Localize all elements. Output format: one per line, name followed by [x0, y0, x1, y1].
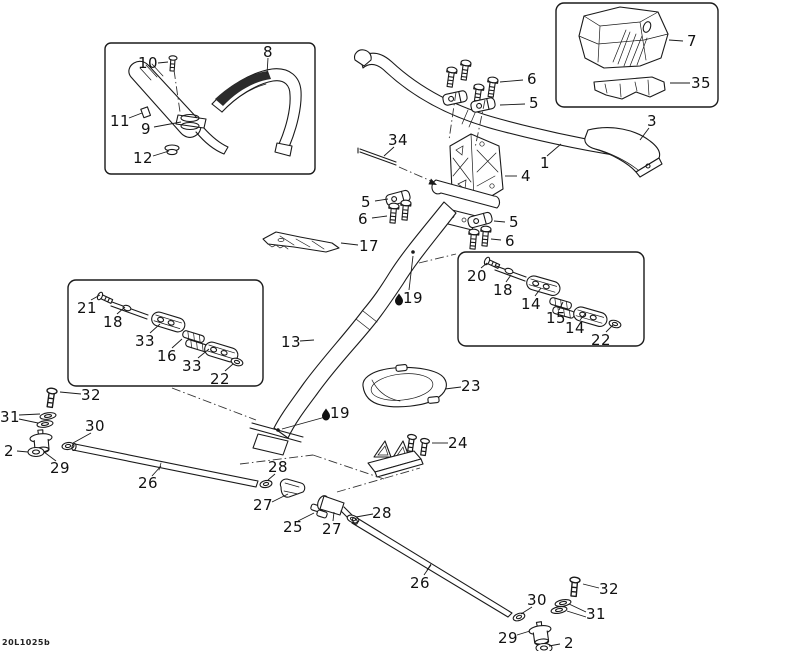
- callout-34: [384, 131, 408, 156]
- part-32-bolt: [45, 388, 58, 408]
- callout-30: [521, 591, 547, 614]
- part-12-nut: [165, 145, 179, 155]
- callout-10: [138, 54, 168, 72]
- callout-33: [182, 349, 209, 375]
- callout-number: 28: [371, 504, 393, 522]
- callout-2: [4, 442, 28, 460]
- part-24-support-bracket: [368, 434, 430, 477]
- callout-5: [494, 213, 519, 231]
- callout-number: 28: [267, 458, 289, 476]
- callout-number: 22: [590, 331, 612, 349]
- callout-7: [669, 32, 697, 50]
- part-6-bolt: [459, 60, 472, 81]
- part-14-tie-rod-end: [525, 274, 562, 297]
- callout-4: [505, 167, 531, 185]
- callout-number: 12: [132, 149, 154, 167]
- callout-16: [157, 339, 182, 365]
- callout-number: 31: [585, 605, 607, 623]
- callout-20: [467, 263, 487, 285]
- part-29-ball-joint: [528, 621, 553, 647]
- part-6-bolt: [480, 226, 492, 247]
- part-6-bolt: [486, 77, 499, 98]
- part-5-clamp: [467, 212, 493, 229]
- callout-6: [491, 232, 515, 250]
- callout-number: 20: [466, 267, 488, 285]
- callout-number: 2: [3, 442, 15, 460]
- callout-number: 25: [282, 518, 304, 536]
- callout-22: [591, 325, 613, 349]
- callout-number: 32: [598, 580, 620, 598]
- callout-12: [133, 149, 169, 167]
- callout-number: 4: [520, 167, 532, 185]
- callout-number: 16: [156, 347, 178, 365]
- callout-number: 6: [504, 232, 516, 250]
- callout-14: [521, 288, 541, 313]
- callout-number: 2: [563, 634, 575, 651]
- callout-number: 6: [357, 210, 369, 228]
- callout-21: [77, 295, 100, 317]
- callout-27: [253, 494, 288, 514]
- callout-29: [498, 629, 530, 647]
- droplet-icon: [395, 294, 403, 306]
- callout-6: [500, 70, 537, 88]
- callout-number: 24: [447, 434, 469, 452]
- callout-number: 21: [76, 299, 98, 317]
- callout-5: [500, 94, 539, 112]
- steering-column-group: [250, 202, 456, 455]
- callout-26: [138, 466, 161, 492]
- part-2-nut: [536, 644, 552, 651]
- part-31-washer: [551, 605, 568, 614]
- part-6-bolt: [468, 229, 480, 250]
- callout-number: 29: [49, 459, 71, 477]
- part-31-washer: [37, 420, 54, 429]
- callout-30: [73, 417, 105, 443]
- callout-29: [44, 452, 70, 477]
- callout-number: 30: [84, 417, 106, 435]
- callout-28: [356, 504, 392, 522]
- part-23-pan: [363, 364, 446, 406]
- callout-number: 19: [402, 289, 424, 307]
- callout-number: 10: [137, 54, 159, 72]
- callout-number: 15: [545, 309, 567, 327]
- inset-tie-rod-left: [68, 280, 263, 386]
- part-10-bolt: [168, 56, 177, 72]
- callout-number: 33: [134, 332, 156, 350]
- callout-number: 32: [80, 386, 102, 404]
- callout-32: [60, 386, 101, 404]
- callout-number: 27: [321, 520, 343, 538]
- callout-number: 5: [508, 213, 520, 231]
- callout-23: [445, 377, 481, 395]
- callout-31: [567, 604, 606, 623]
- callout-number: 22: [209, 370, 231, 388]
- callout-28: [268, 458, 288, 480]
- callout-number: 18: [102, 313, 124, 331]
- droplet-icon: [322, 409, 330, 421]
- callout-6: [358, 210, 387, 228]
- part-31-washer: [40, 412, 57, 421]
- callout-number: 5: [528, 94, 540, 112]
- callout-number: 5: [360, 193, 372, 211]
- callout-number: 34: [387, 131, 409, 149]
- callout-25: [283, 513, 314, 536]
- callout-1: [540, 144, 561, 172]
- callout-22: [210, 364, 233, 388]
- callout-number: 1: [539, 154, 551, 172]
- callout-17: [341, 237, 379, 255]
- part-21-bolt: [96, 291, 113, 305]
- part-26-rod: [71, 443, 258, 487]
- part-11-spacer: [141, 107, 151, 118]
- callout-number: 27: [252, 496, 274, 514]
- callout-number: 8: [262, 43, 274, 61]
- part-33-tie-rod-end: [150, 310, 187, 333]
- part-30-nut: [512, 612, 526, 623]
- callout-number: 29: [497, 629, 519, 647]
- callout-31: [0, 408, 40, 426]
- part-26-rod: [352, 517, 512, 617]
- callout-number: 26: [409, 574, 431, 592]
- callout-number: 9: [140, 120, 152, 138]
- part-35-support: [594, 77, 665, 99]
- part-6-bolt: [388, 203, 400, 224]
- part-27-tie-rod-end: [280, 479, 304, 497]
- part-8-grip-hook: [212, 69, 301, 156]
- part-28-nut: [259, 480, 272, 489]
- callout-number: 14: [564, 319, 586, 337]
- callout-number: 19: [329, 404, 351, 422]
- callout-number: 23: [460, 377, 482, 395]
- part-18-rod: [495, 266, 526, 281]
- callout-9: [141, 120, 181, 138]
- callout-2: [549, 634, 574, 651]
- part-22-nut: [230, 357, 244, 367]
- part-16-damper: [182, 330, 208, 352]
- callout-number: 26: [137, 474, 159, 492]
- callout-13: [281, 333, 314, 351]
- callout-number: 6: [526, 70, 538, 88]
- callout-24: [432, 434, 468, 452]
- callout-number: 13: [280, 333, 302, 351]
- callout-number: 3: [646, 112, 658, 130]
- part-7-pad: [579, 7, 668, 68]
- part-2-nut: [28, 448, 44, 457]
- callout-number: 30: [526, 591, 548, 609]
- callout-number: 7: [686, 32, 698, 50]
- callout-18: [103, 307, 125, 331]
- callout-number: 17: [358, 237, 380, 255]
- callout-18: [493, 275, 513, 299]
- part-5-clamp: [470, 97, 496, 113]
- part-17-bracket: [263, 232, 339, 252]
- callout-26: [410, 565, 431, 592]
- callout-11: [110, 112, 142, 130]
- callout-32: [583, 580, 619, 598]
- drag-link-right: [352, 517, 581, 651]
- part-6-bolt: [400, 200, 412, 221]
- part-6-bolt: [445, 67, 458, 88]
- callout-number: 35: [690, 74, 712, 92]
- callout-35: [670, 74, 711, 92]
- callout-number: 33: [181, 357, 203, 375]
- callout-number: 14: [520, 295, 542, 313]
- callout-number: 11: [109, 112, 131, 130]
- part-32-bolt: [569, 577, 581, 597]
- callout-5: [361, 193, 388, 211]
- callout-number: 31: [0, 408, 21, 426]
- watermark-code: 20L1025b: [2, 638, 51, 647]
- callout-number: 18: [492, 281, 514, 299]
